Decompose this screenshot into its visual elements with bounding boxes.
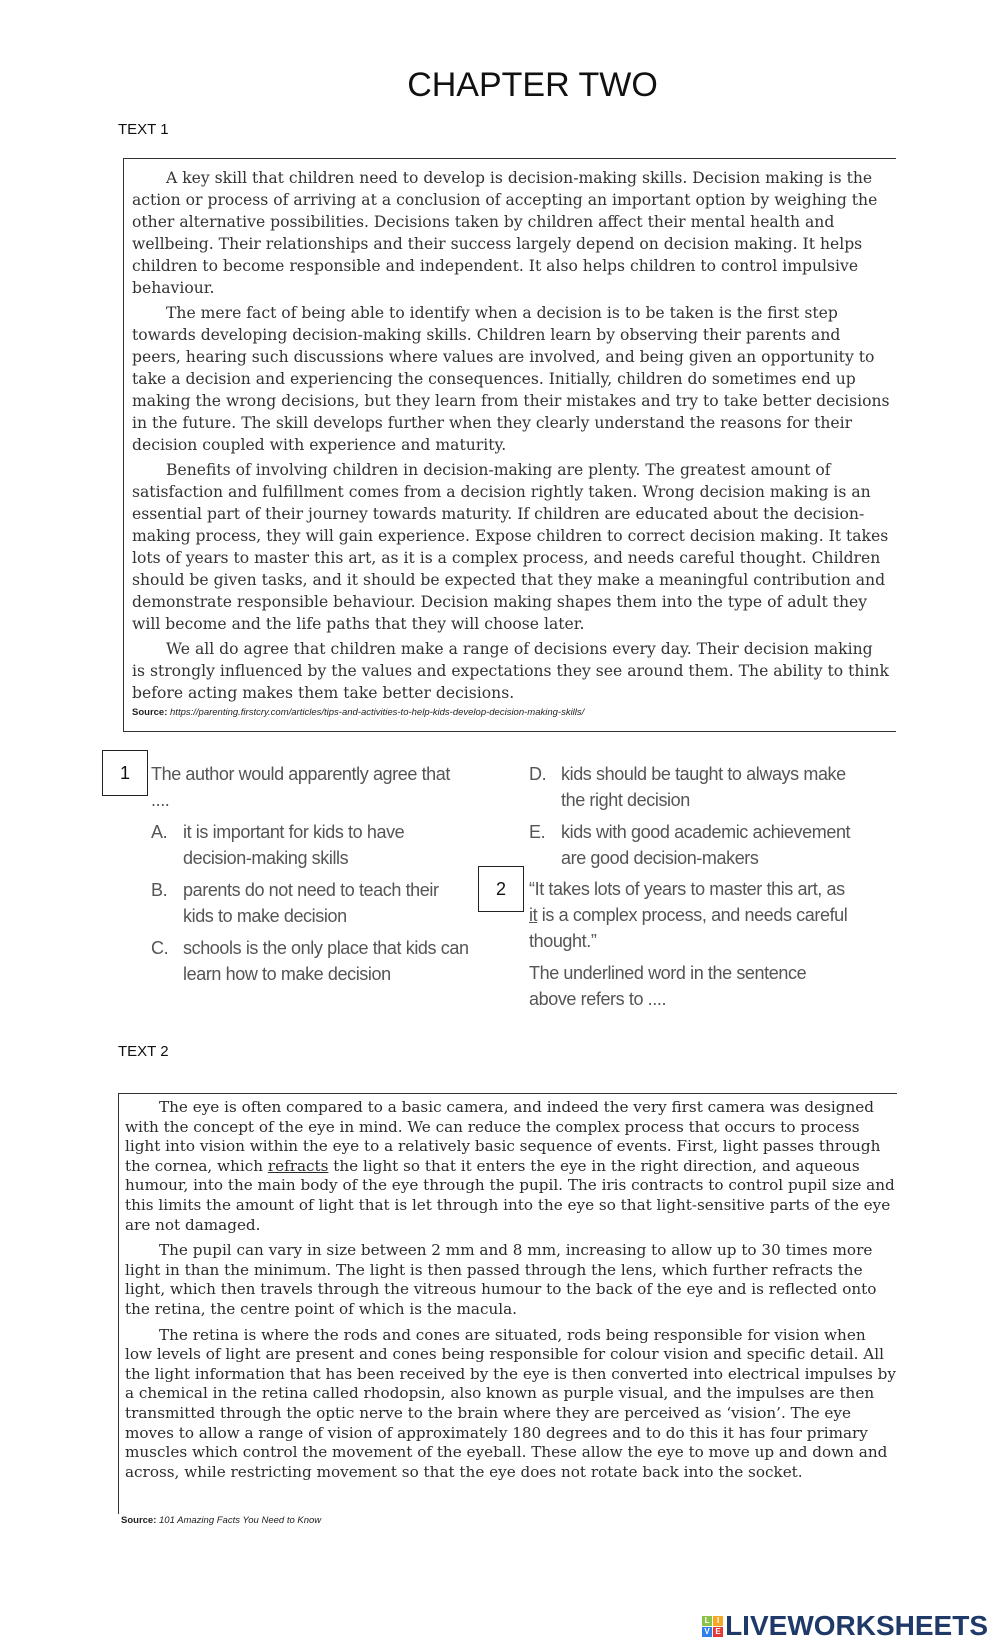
text1-paragraph: The mere fact of being able to identify when a decision is to be taken is the first step towards developing decision-making skills. Children learn by observing their parents and peers, hearing such discussions where values are involved, and being given an opportunity to take a decision and experiencing the consequences. Initially, children do sometimes end up making the wrong decisions, but they learn from their mistakes and try to take better decisions in the future. The skill develops further when they clearly understand the reasons for their decision coupled with experience and maturity. [132, 304, 890, 454]
paragraph-text: The eye is often compared to a basic camera, and indeed the very first camera was designed with the concept of the eye in mind. We can reduce the complex process that occurs to process light into vision within the eye to a relatively basic sequence of events. First, light passes through the cornea, which [125, 1098, 881, 1175]
text1-paragraph: Benefits of involving children in decision-making are plenty. The greatest amount of satisfaction and fulfillment comes from a decision rightly taken. Wrong decision making is an essential part of their journey towards maturity. If children are educated about the decision-making process, they will gain experience. Expose children to correct decision making. It takes lots of years to master this art, as it is a complex process, and needs careful thought. Children should be given tasks, and it should be expected that they make a meaningful contribution and demonstrate responsible behaviour. Decision making shapes them into the type of adult they will become and the life paths that they will choose later. [132, 461, 889, 633]
underlined-word: it [529, 905, 538, 925]
text2-source [113, 1515, 321, 1526]
option-letter: D. [529, 764, 547, 784]
option-text: parents do not need to teach their kids to make decision [183, 880, 439, 926]
text1-paragraph: A key skill that children need to develop is decision-making skills. Decision making is the action or process of arriving at a conclusion of accepting an important option by weighing the other alternative possibilities. Decisions taken by children affect their mental health and wellbeing. Their relationships and their success largely depend on decision making. It helps children to become responsible and independent. It also helps children to control impulsive behaviour. [132, 169, 878, 297]
question-number-1: 1 [102, 750, 148, 796]
option-text: schools is the only place that kids can learn how to make decision [183, 938, 469, 984]
logo-icon: L I V E [702, 1616, 723, 1637]
question-2-stem: The underlined word in the sentence above refers to .... [529, 963, 807, 1009]
text1-passage [123, 158, 896, 732]
liveworksheets-logo[interactable] [702, 1610, 988, 1642]
option-d[interactable] [529, 761, 854, 813]
option-a[interactable] [151, 819, 471, 871]
source-label: Source: [132, 707, 168, 718]
question-number-2: 2 [478, 866, 524, 912]
quote-text: is a complex process, and needs careful thought.” [529, 905, 848, 951]
text2-paragraph: The pupil can vary in size between 2 mm and 8 mm, increasing to allow up to 30 times more light in than the minimum. The light is then passed through the lens, which further refracts the light, which then travels through the vitreous humour to the back of the eye and is reflected onto the retina, the centre point of which is the macula. [125, 1241, 877, 1318]
quote-text: “It takes lots of years to master this art, as [529, 879, 845, 899]
source-label: Source: [121, 1515, 157, 1526]
option-e[interactable] [529, 819, 854, 871]
option-text: kids with good academic achievement are good decision-makers [561, 822, 851, 868]
option-b[interactable] [151, 877, 471, 929]
chapter-title: CHAPTER TWO [407, 66, 658, 104]
question-1-stem: The author would apparently agree that .... [151, 764, 451, 810]
option-text: kids should be taught to always make the right decision [561, 764, 846, 810]
option-c[interactable] [151, 935, 471, 987]
underlined-word: refracts [267, 1156, 329, 1175]
paragraph-text: the light so that it enters the eye in the right direction, and aqueous humour, into the main body of the eye through the pupil. The iris contracts to control pupil size and this limits the amount of light that is let through into the eye so that light-sensitive parts of the eye are not damaged. [125, 1156, 895, 1234]
option-letter: A. [151, 822, 168, 842]
text2-paragraph [119, 1098, 897, 1235]
option-text: it is important for kids to have decision-making skills [183, 822, 405, 868]
text1-label: TEXT 1 [118, 121, 169, 138]
option-letter: E. [529, 822, 546, 842]
question-2-quote [529, 876, 849, 954]
question-1 [151, 761, 471, 993]
source-url: https://parenting.firstcry.com/articles/tips-and-activities-to-help-kids-develop-decision-making-skills/ [170, 707, 585, 718]
question-2 [529, 876, 849, 1012]
question-1-continued [529, 761, 854, 877]
option-letter: C. [151, 938, 169, 958]
logo-text: LIVEWORKSHEETS [725, 1610, 988, 1641]
text1-source [124, 707, 896, 718]
text2-passage [118, 1093, 897, 1514]
text1-paragraph: We all do agree that children make a range of decisions every day. Their decision making is strongly influenced by the values and expectations they see around them. The ability to think before acting makes them take better decisions. [132, 640, 889, 702]
option-letter: B. [151, 880, 168, 900]
text2-paragraph: The retina is where the rods and cones are situated, rods being responsible for vision when low levels of light are present and cones being responsible for colour vision and specific detail. All the light information that has been received by the eye is then converted into electrical impulses by a chemical in the retina called rhodopsin, also known as purple visual, and the impulses are then transmitted through the optic nerve to the brain where they are perceived as ‘vision’. The eye moves to allow a range of vision of approximately 180 degrees and to do this it has four primary muscles which control the movement of the eyeball. These allow the eye to move up and down and across, while restricting movement so that the eye does not rotate back into the socket. [125, 1325, 896, 1481]
source-title: 101 Amazing Facts You Need to Know [159, 1515, 322, 1526]
text2-label: TEXT 2 [118, 1043, 169, 1060]
